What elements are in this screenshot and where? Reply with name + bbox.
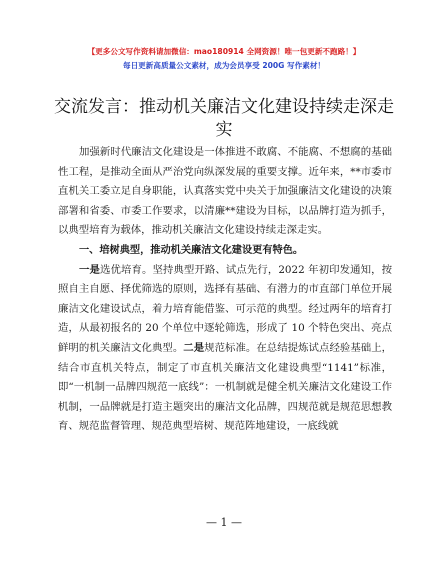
lead-phrase-1: 一是 — [79, 263, 100, 276]
document-body — [58, 143, 392, 437]
paragraph-2-text-continued: 规范标准。在总结提炼试点经验基础上，结合市直机关特点，制定了市直机关廉洁文化建设典型“1141”标准，即“一机制一品牌四规范一底线”：一机制就是健全机关廉洁文化建设工作机制，一品牌就是打造主题突出的廉洁文化品牌，四规范就是规范思想教育、规范监督管理、规范典型培树、规范阵地建设，一底线就 — [58, 341, 393, 433]
page-number: — 1 — — [206, 516, 242, 529]
paragraph-2-text: 选优培育。坚持典型开路、试点先行，2022 年初印发通知，按照自主自愿、择优筛选的原则，选择有基础、有潜力的市直部门单位开展廉洁文化建设试点，着力培育能借鉴、可示范的典型。经过两年的培育打造，从最初报名的 20 个单位中逐轮筛选，形成了 10 个特色突出、亮点鲜明的机关廉洁文化典型。 — [58, 263, 392, 354]
promo-banner-line1: 【更多公文写作资料请加微信：mao180914 全网资源！唯一包更新不跑路！】 — [87, 47, 361, 56]
lead-phrase-2: 二是 — [183, 341, 205, 354]
document-title: 交流发言：推动机关廉洁文化建设持续走深走实 — [54, 97, 394, 140]
section-heading-1: 一、培树典型，推动机关廉洁文化建设更有特色。 — [79, 244, 304, 256]
intro-paragraph: 加强新时代廉洁文化建设是一体推进不敢腐、不能腐、不想腐的基础性工程，是推动全面从严治党向纵深发展的重要支撑。近年来，**市委市直机关工委立足自身职能，认真落实党中央关于加强廉洁文化建设的决策部署和省委、市委工作要求，以清廉**建设为目标，以品牌打造为抓手，以典型培育为载体，推动机关廉洁文化建设持续走深走实。 — [58, 146, 392, 237]
paragraph-2 — [58, 261, 392, 437]
promo-banner-line2: 每日更新高质量公文素材，成为会员享受 200G 写作素材！ — [122, 61, 326, 70]
